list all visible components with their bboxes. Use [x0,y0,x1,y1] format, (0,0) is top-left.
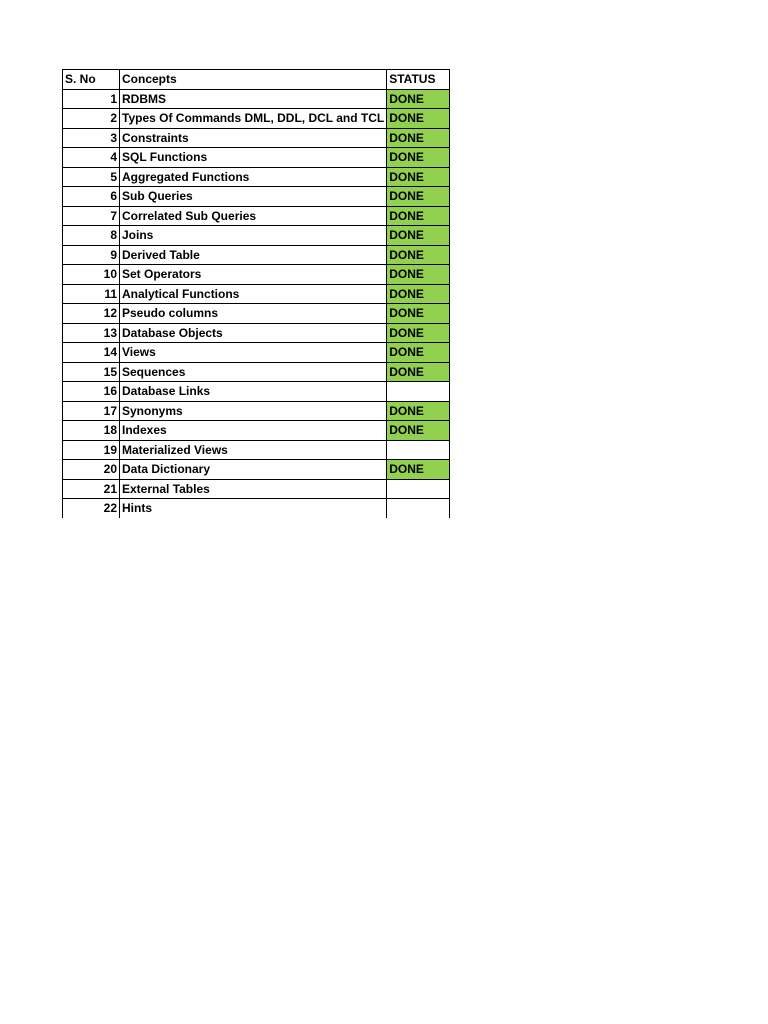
row-sno: 14 [63,343,120,363]
row-sno: 8 [63,226,120,246]
row-status: DONE [387,167,450,187]
row-sno: 20 [63,460,120,480]
row-sno: 5 [63,167,120,187]
table-row [63,460,450,480]
row-sno: 18 [63,421,120,441]
row-sno: 2 [63,109,120,129]
row-sno: 13 [63,323,120,343]
table-row [63,323,450,343]
row-sno: 11 [63,284,120,304]
table-row [63,499,450,518]
concepts-status-table [62,69,450,518]
row-concept: Derived Table [120,245,387,265]
row-status: DONE [387,187,450,207]
row-sno: 9 [63,245,120,265]
row-sno: 21 [63,479,120,499]
table-row [63,89,450,109]
table-row [63,206,450,226]
row-concept: Joins [120,226,387,246]
table-row [63,148,450,168]
row-status: DONE [387,148,450,168]
row-concept: Indexes [120,421,387,441]
header-sno: S. No [63,70,120,90]
row-concept: Correlated Sub Queries [120,206,387,226]
row-status: DONE [387,109,450,129]
row-concept: Sequences [120,362,387,382]
table-row [63,109,450,129]
table-row [63,362,450,382]
table-row [63,245,450,265]
row-concept: Materialized Views [120,440,387,460]
row-sno: 22 [63,499,120,518]
row-concept: Sub Queries [120,187,387,207]
row-status: DONE [387,421,450,441]
row-sno: 10 [63,265,120,285]
row-concept: Synonyms [120,401,387,421]
header-status: STATUS [387,70,450,90]
table-row [63,265,450,285]
row-status [387,382,450,402]
table-row [63,382,450,402]
table-body [63,89,450,518]
table-row [63,304,450,324]
row-status: DONE [387,460,450,480]
row-concept: Data Dictionary [120,460,387,480]
row-sno: 12 [63,304,120,324]
row-concept: Pseudo columns [120,304,387,324]
row-sno: 4 [63,148,120,168]
row-status [387,479,450,499]
row-concept: Views [120,343,387,363]
row-status: DONE [387,245,450,265]
row-status: DONE [387,265,450,285]
table-row [63,226,450,246]
row-status: DONE [387,89,450,109]
table-row [63,167,450,187]
row-status [387,440,450,460]
row-status: DONE [387,304,450,324]
row-concept: SQL Functions [120,148,387,168]
table-row [63,479,450,499]
row-sno: 1 [63,89,120,109]
row-status [387,499,450,518]
row-concept: External Tables [120,479,387,499]
row-sno: 7 [63,206,120,226]
table-row [63,128,450,148]
row-concept: Set Operators [120,265,387,285]
row-concept: Analytical Functions [120,284,387,304]
row-status: DONE [387,362,450,382]
row-sno: 3 [63,128,120,148]
table-row [63,187,450,207]
row-concept: Hints [120,499,387,518]
row-concept: Types Of Commands DML, DDL, DCL and TCL [120,109,387,129]
row-sno: 19 [63,440,120,460]
row-concept: RDBMS [120,89,387,109]
row-concept: Constraints [120,128,387,148]
row-sno: 16 [63,382,120,402]
row-status: DONE [387,226,450,246]
row-sno: 15 [63,362,120,382]
row-concept: Database Objects [120,323,387,343]
table-row [63,343,450,363]
header-row [63,70,450,90]
row-status: DONE [387,401,450,421]
table-row [63,401,450,421]
table-row [63,284,450,304]
header-concepts: Concepts [120,70,387,90]
row-concept: Database Links [120,382,387,402]
row-sno: 6 [63,187,120,207]
row-status: DONE [387,343,450,363]
table-row [63,421,450,441]
row-status: DONE [387,206,450,226]
row-status: DONE [387,284,450,304]
row-status: DONE [387,128,450,148]
row-status: DONE [387,323,450,343]
row-sno: 17 [63,401,120,421]
row-concept: Aggregated Functions [120,167,387,187]
table-row [63,440,450,460]
